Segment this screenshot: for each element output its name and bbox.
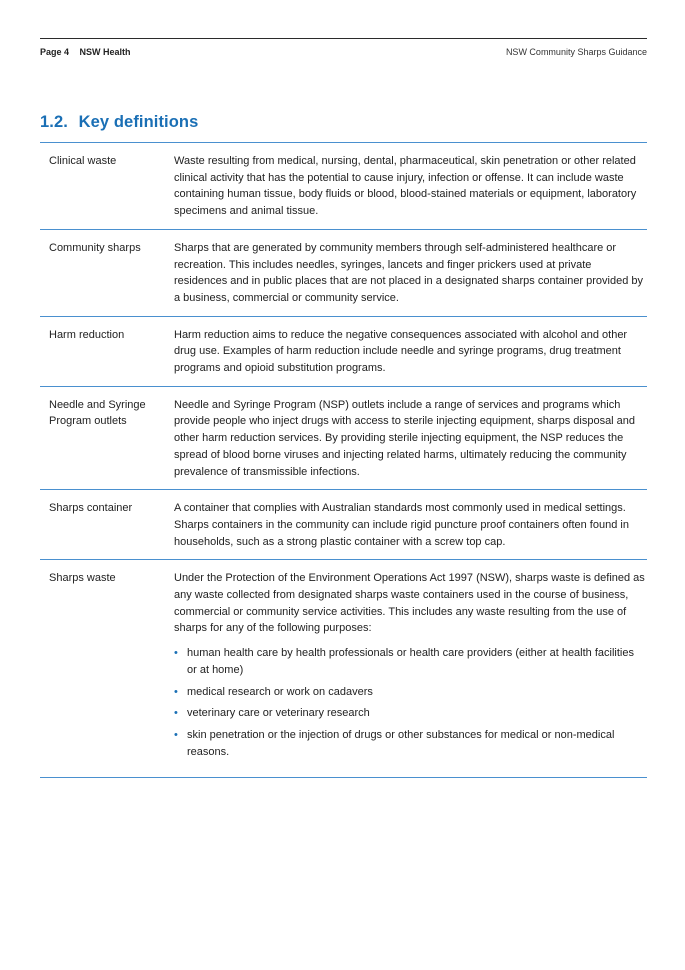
bullet-icon: • xyxy=(174,728,178,741)
list-item-text: medical research or work on cadavers xyxy=(187,685,373,698)
definition-term: Needle and Syringe Program outlets xyxy=(49,398,146,428)
definition-text: Sharps that are generated by community members through self-administered healthcare or recreation. This includes needles, syringes, lancets and finger prickers used at private residences and in public places that are not placed in a designated sharps container provided by a business, commercial or community service. xyxy=(174,241,644,304)
definition-text: Needle and Syringe Program (NSP) outlets include a range of services and programs which provide people who inject drugs with access to sterile injecting equipment, sharps disposal and other harm reduction services. By providing sterile injecting equipment, the NSP reduces the spread of blood borne viruses and injecting related harms, ultimately reducing the community prevalence of transmissible infections. xyxy=(174,398,636,478)
definition-text: Harm reduction aims to reduce the negative consequences associated with alcohol and other drug use. Examples of harm reduction include needle and syringe programs, drug treatment programs and opioid substitution programs. xyxy=(174,328,628,375)
bullet-icon: • xyxy=(174,647,178,660)
definition-description xyxy=(174,153,647,220)
bullet-icon: • xyxy=(174,707,178,720)
definition-term: Sharps container xyxy=(49,502,133,515)
page-number: Page 4 xyxy=(40,47,70,57)
purposes-list xyxy=(174,645,645,760)
definition-description xyxy=(174,570,647,765)
definition-term: Clinical waste xyxy=(49,155,117,167)
list-item xyxy=(174,705,645,722)
definition-row xyxy=(40,490,647,560)
definition-text: Under the Protection of the Environment Operations Act 1997 (NSW), sharps waste is defined as any waste collected from designated sharps waste containers used in the course of business, commercial or community service activities. This includes any waste resulting from the use of sharps for any of the following purposes: xyxy=(174,572,645,635)
definition-row xyxy=(40,387,647,491)
bullet-icon: • xyxy=(174,685,178,698)
section-title: Key definitions xyxy=(78,113,199,131)
definition-row xyxy=(40,317,647,387)
definition-row xyxy=(40,143,647,230)
list-item xyxy=(174,684,645,701)
publisher-name: NSW Health xyxy=(79,47,131,57)
definition-term: Community sharps xyxy=(49,241,141,254)
definition-description xyxy=(174,240,647,307)
definition-text: A container that complies with Australian standards most commonly used in medical settings. Sharps containers in the community can include rigid puncture proof containers often found in households, such as a strong plastic container with a screw top cap. xyxy=(174,502,629,548)
definition-term: Harm reduction xyxy=(49,328,125,341)
definition-row xyxy=(40,230,647,317)
document-title: NSW Community Sharps Guidance xyxy=(505,47,647,57)
definition-row xyxy=(40,560,647,778)
page-header xyxy=(40,38,647,57)
definition-description xyxy=(174,397,647,481)
section-heading xyxy=(40,113,198,132)
list-item xyxy=(174,727,645,760)
definition-text: Waste resulting from medical, nursing, dental, pharmaceutical, skin penetration or other related clinical activity that has the potential to cause injury, infection or offense. It can include waste containing human tissue, body fluids or blood, blood-stained materials or equipment, laboratory specimens and animal tissue. xyxy=(174,155,637,218)
definition-description xyxy=(174,500,647,550)
list-item-text: human health care by health professionals or health care providers (either at health facilities or at home) xyxy=(187,647,634,676)
definitions-table xyxy=(40,142,647,778)
list-item-text: veterinary care or veterinary research xyxy=(187,707,370,720)
section-number: 1.2. xyxy=(40,113,68,131)
definition-term: Sharps waste xyxy=(49,572,116,585)
list-item xyxy=(174,645,645,678)
definition-description xyxy=(174,327,647,377)
list-item-text: skin penetration or the injection of drugs or other substances for medical or non-medical reasons. xyxy=(187,728,615,758)
header-left xyxy=(40,47,131,57)
